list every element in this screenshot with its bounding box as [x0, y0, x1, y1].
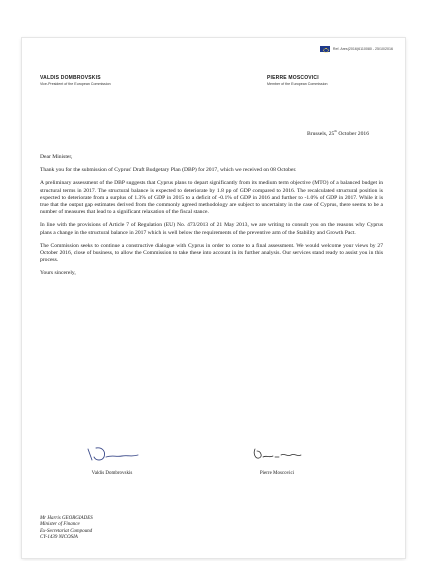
- paragraph-4: The Commission seeks to continue a constructive dialogue with Cyprus in order to come to a final assessment. We would welcome your views by 27 October 2016, close of business, to allow the Commission to take these into account in its further analysis. Our services stand ready to assist you in this process.: [40, 242, 383, 264]
- signature-block: [62, 443, 362, 493]
- recipient-line-4: CY-1439 NICOSIA: [40, 535, 78, 541]
- commissioner-left: [40, 75, 180, 86]
- commissioner-left-name: VALDIS DOMBROVSKIS: [40, 75, 101, 81]
- commissioner-right-name: PIERRE MOSCOVICI: [267, 75, 319, 81]
- recipient-line-2: Minister of Finance: [40, 522, 80, 528]
- paragraph-2: A preliminary assessment of the DBP suggests that Cyprus plans to depart significantly from its medium term objective (MTO) of a balanced budget in structural terms in 2017. The structural balance is expected to deteriorate by 1.8 pp of GDP compared to 2016. The recalculated structural position is expected to deteriorate from a surplus of 1.3% of GDP in 2015 to a deficit of -0.1% of GDP in 2016 and further to -1.0% of GDP in 2017. While it is true that the output gap estimates derived from the commonly agreed methodology are subject to uncertainty in the case of Cyprus, there seems to be a number of measures that lead to a significant relaxation of the fiscal stance.: [40, 180, 383, 216]
- reference-number: Ref. Ares(2016)6110080 - 25/10/2016: [332, 47, 393, 51]
- signature-right-name: Pierre Moscovici: [259, 471, 295, 476]
- eu-flag-icon: [320, 46, 330, 52]
- commissioner-right-role: Member of the European Commission: [267, 82, 328, 86]
- letter-page: [22, 38, 405, 558]
- signature-left-scribble: [82, 443, 142, 465]
- recipient-line-1: Mr Harris GEORGIADES: [40, 516, 93, 521]
- signature-left: [72, 443, 152, 476]
- recipient-line-3: Ex-Secretariat Compound: [40, 528, 93, 534]
- letter-date: [307, 129, 369, 137]
- salutation: Dear Minister,: [40, 154, 73, 160]
- date-suffix: th: [334, 129, 337, 133]
- letterhead: [40, 75, 387, 86]
- closing: Yours sincerely,: [40, 270, 76, 277]
- document-reference: [320, 46, 393, 52]
- commissioner-right: [267, 75, 387, 86]
- signature-right-scribble: [247, 443, 307, 465]
- paragraph-3: In line with the provisions of Article 7 of Regulation (EU) No. 473/2013 of 21 May 2013, we are writing to consult you on the reasons why Cyprus plans a change in the structural balance in 2017 which is well below the requirements of the preventive arm of the Stability and Growth Pact.: [40, 222, 383, 236]
- recipient-address: [40, 516, 93, 542]
- commissioner-left-role: Vice-President of the European Commission: [40, 82, 111, 86]
- signature-right: [237, 443, 317, 476]
- date-prefix: Brussels, 25: [306, 130, 335, 137]
- paragraph-1: Thank you for the submission of Cyprus' Draft Budgetary Plan (DBP) for 2017, which we received on 08 October.: [40, 167, 297, 174]
- letter-body: [40, 154, 383, 284]
- signature-left-name: Valdis Dombrovskis: [91, 471, 133, 476]
- date-rest: October 2016: [336, 130, 369, 137]
